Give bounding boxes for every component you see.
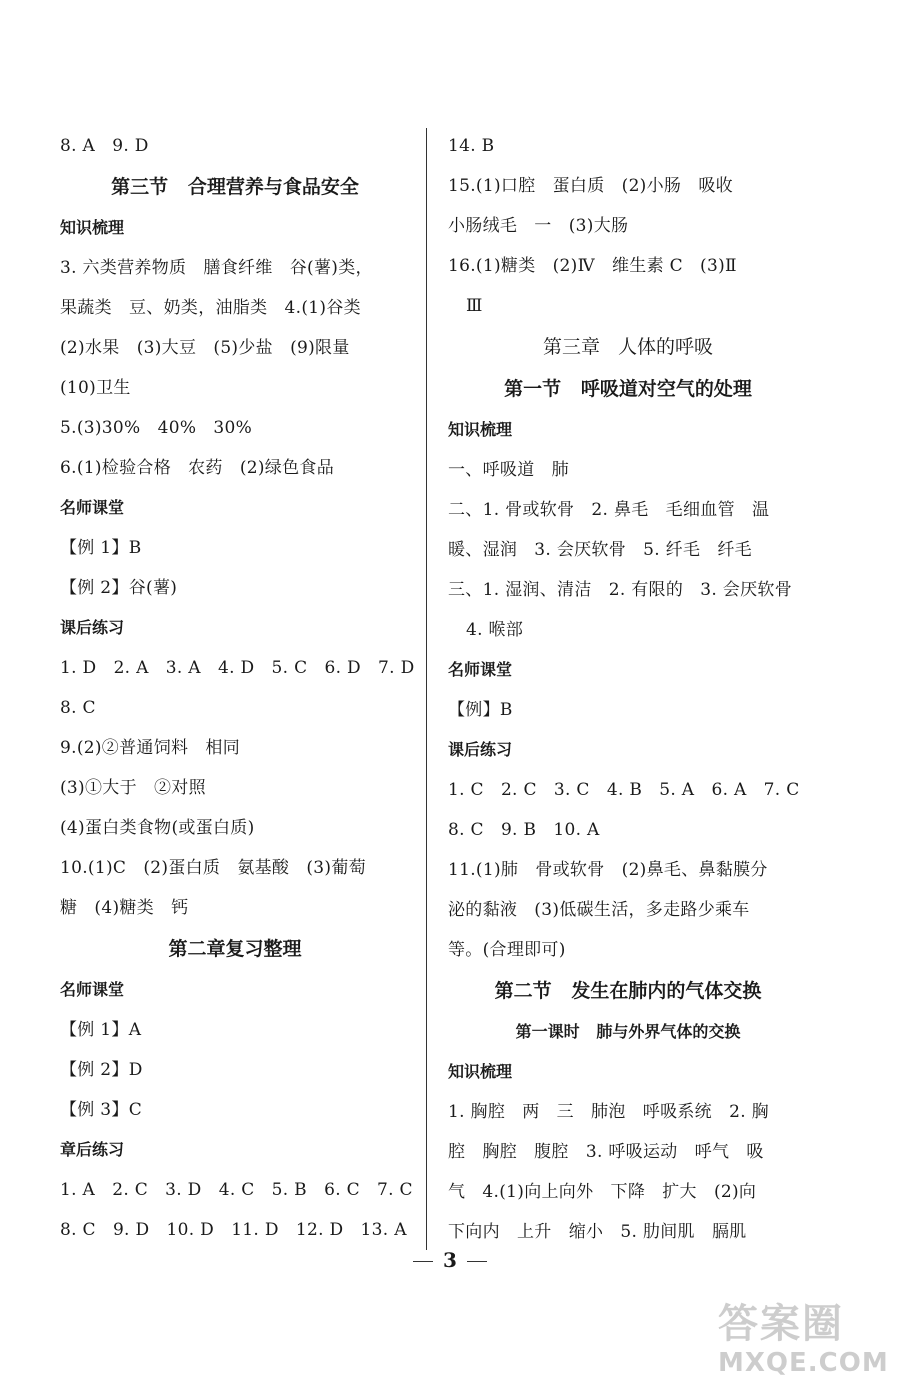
right-column xyxy=(448,126,808,1252)
page-number-text: 3 xyxy=(443,1248,457,1272)
answer-line: 4. 喉部 xyxy=(466,620,524,640)
answer-line: 【例 2】D xyxy=(60,1060,143,1080)
answer-line: 10.(1)C (2)蛋白质 氨基酸 (3)葡萄 xyxy=(60,858,366,878)
block-label: 知识梳理 xyxy=(448,420,513,439)
block-label: 课后练习 xyxy=(60,618,125,637)
answer-line: 1. D 2. A 3. A 4. D 5. C 6. D 7. D xyxy=(60,658,415,678)
block-label: 名师课堂 xyxy=(60,980,125,999)
answer-line: 暖、湿润 3. 会厌软骨 5. 纤毛 纤毛 xyxy=(448,540,752,560)
answer-line: 6.(1)检验合格 农药 (2)绿色食品 xyxy=(60,458,335,478)
answer-line: 三、1. 湿润、清洁 2. 有限的 3. 会厌软骨 xyxy=(448,580,792,600)
answer-line: (3)①大于 ②对照 xyxy=(60,778,206,798)
block-label: 知识梳理 xyxy=(448,1062,513,1081)
answer-line: 【例 1】A xyxy=(60,1020,142,1040)
answer-line: 14. B xyxy=(448,136,495,156)
answer-line: 腔 胸腔 腹腔 3. 呼吸运动 呼气 吸 xyxy=(448,1142,764,1162)
answer-line: 16.(1)糖类 (2)Ⅳ 维生素 C (3)Ⅱ xyxy=(448,256,737,276)
watermark-url-text: MXQE.COM xyxy=(718,1348,889,1378)
answer-line: 下向内 上升 缩小 5. 肋间肌 膈肌 xyxy=(448,1222,747,1242)
answer-line: 5.(3)30% 40% 30% xyxy=(60,418,253,438)
page-number xyxy=(0,1246,900,1274)
block-label: 名师课堂 xyxy=(448,660,513,679)
page-dash-right xyxy=(467,1261,487,1262)
subsection-heading: 第一课时 肺与外界气体的交换 xyxy=(515,1022,741,1041)
site-watermark xyxy=(718,1300,896,1386)
answer-line: 1. C 2. C 3. C 4. B 5. A 6. A 7. C xyxy=(448,780,800,800)
section-heading: 第三章 人体的呼吸 xyxy=(542,336,714,358)
section-heading: 第一节 呼吸道对空气的处理 xyxy=(504,378,752,400)
answer-line: 11.(1)肺 骨或软骨 (2)鼻毛、鼻黏膜分 xyxy=(448,860,768,880)
section-heading: 第二节 发生在肺内的气体交换 xyxy=(494,980,762,1002)
answer-line: 二、1. 骨或软骨 2. 鼻毛 毛细血管 温 xyxy=(448,500,770,520)
answer-line: 【例 1】B xyxy=(60,538,142,558)
answer-line: 1. 胸腔 两 三 肺泡 呼吸系统 2. 胸 xyxy=(448,1102,769,1122)
answer-line: 等。(合理即可) xyxy=(448,940,566,960)
answer-line: 8. C 9. D 10. D 11. D 12. D 13. A xyxy=(60,1220,407,1240)
answer-line: 9.(2)②普通饲料 相同 xyxy=(60,738,241,758)
answer-line: Ⅲ xyxy=(466,296,483,316)
section-heading: 第二章复习整理 xyxy=(168,938,302,960)
answer-line: (2)水果 (3)大豆 (5)少盐 (9)限量 xyxy=(60,338,350,358)
answer-line: 1. A 2. C 3. D 4. C 5. B 6. C 7. C xyxy=(60,1180,413,1200)
block-label: 课后练习 xyxy=(448,740,513,759)
answer-line: 糖 (4)糖类 钙 xyxy=(60,898,189,918)
answer-line: 8. A 9. D xyxy=(60,136,149,156)
left-column xyxy=(60,126,415,1250)
block-label: 知识梳理 xyxy=(60,218,125,237)
column-divider xyxy=(426,128,427,1250)
answer-line: 【例 3】C xyxy=(60,1100,143,1120)
answer-line: 气 4.(1)向上向外 下降 扩大 (2)向 xyxy=(448,1182,757,1202)
answer-line: 8. C xyxy=(60,698,96,718)
block-label: 名师课堂 xyxy=(60,498,125,517)
answer-line: (4)蛋白类食物(或蛋白质) xyxy=(60,818,255,838)
answer-line: 果蔬类 豆、奶类，油脂类 4.(1)谷类 xyxy=(60,298,361,318)
answer-line: 泌的黏液 (3)低碳生活，多走路少乘车 xyxy=(448,900,750,920)
answer-line: 15.(1)口腔 蛋白质 (2)小肠 吸收 xyxy=(448,176,733,196)
answer-line: 【例 2】谷(薯) xyxy=(60,578,178,598)
answer-line: 【例】B xyxy=(448,700,513,720)
answer-line: (10)卫生 xyxy=(60,378,131,398)
block-label: 章后练习 xyxy=(60,1140,125,1159)
watermark-logo-text: 答案圈 xyxy=(718,1301,844,1347)
page-dash-left xyxy=(413,1261,433,1262)
answer-line: 一、呼吸道 肺 xyxy=(448,460,569,480)
section-heading: 第三节 合理营养与食品安全 xyxy=(111,176,359,198)
answer-line: 8. C 9. B 10. A xyxy=(448,820,600,840)
answer-line: 3. 六类营养物质 膳食纤维 谷(薯)类， xyxy=(60,258,373,278)
answer-line: 小肠绒毛 一 (3)大肠 xyxy=(448,216,629,236)
